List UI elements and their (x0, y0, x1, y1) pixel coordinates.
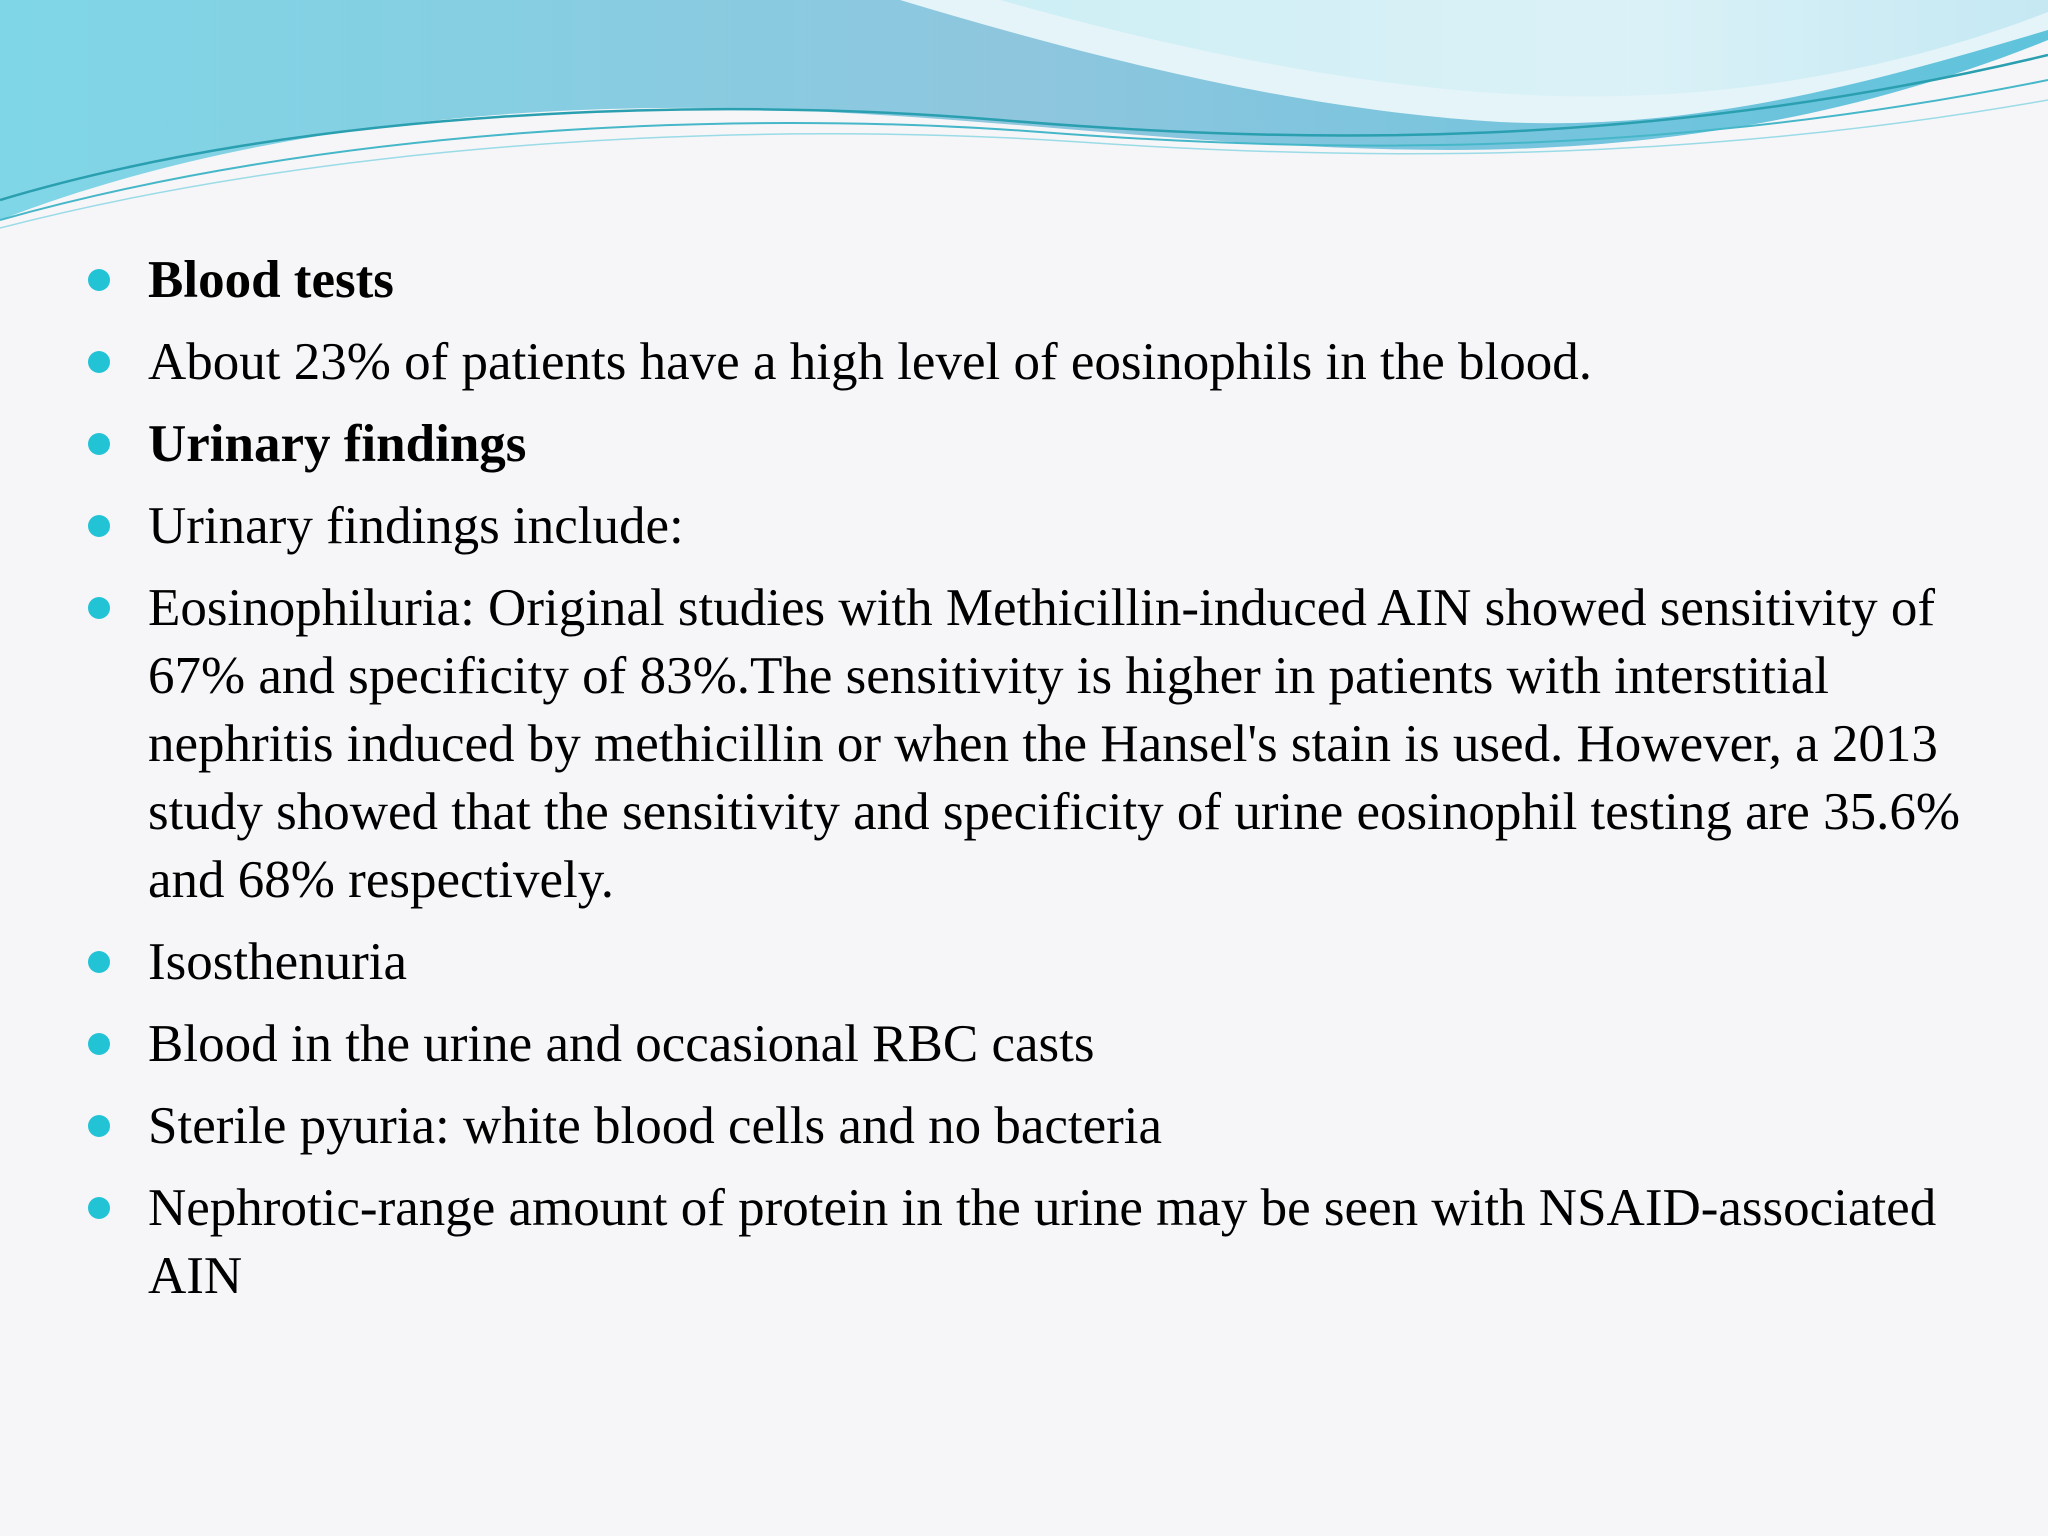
bullet-text: Nephrotic-range amount of protein in the urine may be seen with NSAID-associated AIN (148, 1179, 1937, 1305)
bullet-text: Isosthenuria (148, 933, 408, 991)
bullet-dot-icon (88, 351, 110, 373)
bullet-list (88, 246, 1968, 1324)
bullet-dot-icon (88, 1115, 110, 1137)
bullet-dot-icon (88, 269, 110, 291)
bullet-dot-icon (88, 1197, 110, 1219)
bullet-item-urinary-findings (88, 410, 1968, 478)
bullet-item-isosthenuria (88, 928, 1968, 996)
bullet-dot-icon (88, 515, 110, 537)
bullet-text: About 23% of patients have a high level of eosinophils in the blood. (148, 333, 1592, 391)
bullet-dot-icon (88, 597, 110, 619)
bullet-item-blood-tests (88, 246, 1968, 314)
bullet-item-eosinophils (88, 328, 1968, 396)
bullet-item-eosinophiluria (88, 574, 1968, 914)
bullet-item-nephrotic-range (88, 1174, 1968, 1310)
bullet-item-blood-in-urine (88, 1010, 1968, 1078)
bullet-text: Sterile pyuria: white blood cells and no bacteria (148, 1097, 1163, 1155)
bullet-text: Urinary findings include: (148, 497, 684, 555)
bullet-heading: Urinary findings (148, 415, 527, 473)
header-wave-decoration (0, 0, 2048, 240)
bullet-item-urinary-include (88, 492, 1968, 560)
bullet-dot-icon (88, 433, 110, 455)
bullet-text: Blood in the urine and occasional RBC casts (148, 1015, 1095, 1073)
bullet-text: Eosinophiluria: Original studies with Methicillin-induced AIN showed sensitivity of 67% and specificity of 83%.The sensitivity is higher in patients with interstitial nephritis induced by methicillin or when the Hansel's stain is used. However, a 2013 study showed that the sensitivity and specificity of urine eosinophil testing are 35.6% and 68% respectively. (148, 579, 1960, 909)
bullet-heading: Blood tests (148, 251, 394, 309)
bullet-dot-icon (88, 1033, 110, 1055)
bullet-dot-icon (88, 951, 110, 973)
bullet-item-sterile-pyuria (88, 1092, 1968, 1160)
